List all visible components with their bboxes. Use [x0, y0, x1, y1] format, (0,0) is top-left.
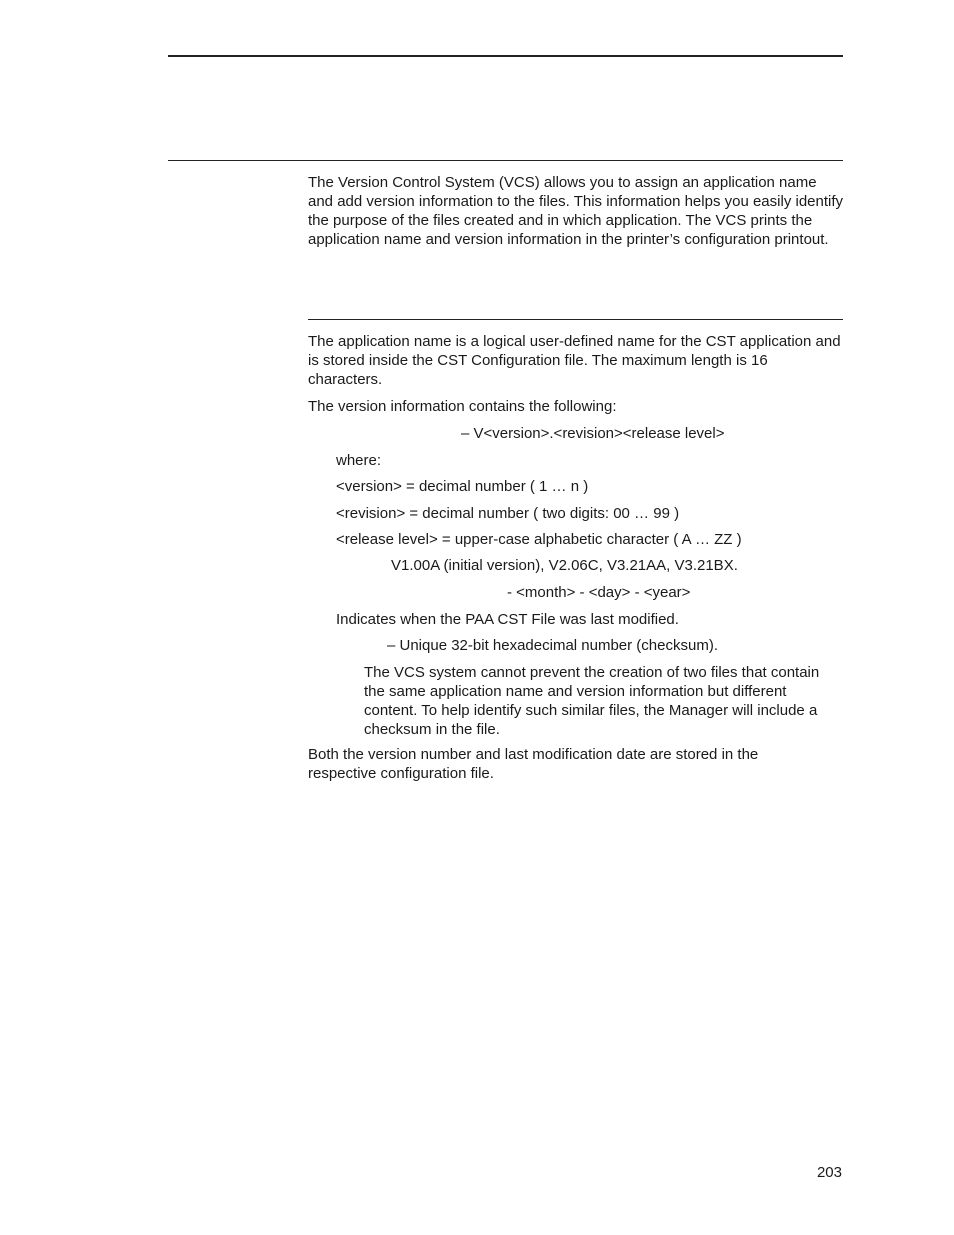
- intro-paragraph: The Version Control System (VCS) allows you to assign an application name and add version information to the files. This information helps you easily identify the purpose of the files created and in which application. The VCS prints the application name and version information in the printer’s configuration printout.: [308, 174, 844, 248]
- version-examples: V1.00A (initial version), V2.06C, V3.21AA, V3.21BX.: [391, 557, 738, 574]
- date-format: - <month> - <day> - <year>: [507, 584, 691, 601]
- closing-paragraph: Both the version number and last modification date are stored in the respective configuration file.: [308, 746, 759, 782]
- where-label: where:: [336, 452, 382, 469]
- revision-definition: <revision> = decimal number ( two digits: 00 … 99 ): [336, 505, 680, 522]
- checksum-note: The VCS system cannot prevent the creation of two files that contain the same application name and version information but different content. To help identify such similar files, the Manager will include a checksum in the file.: [364, 664, 820, 738]
- version-info-intro: The version information contains the following:: [308, 398, 617, 415]
- version-definition: <version> = decimal number ( 1 … n ): [336, 478, 589, 495]
- section-rule: [168, 160, 843, 161]
- app-name-paragraph: The application name is a logical user-defined name for the CST application and is stored inside the CST Configuration file. The maximum length is 16 characters.: [308, 333, 841, 388]
- header-rule: [168, 55, 843, 57]
- version-format: – V<version>.<revision><release level>: [461, 425, 725, 442]
- subsection-rule: [308, 319, 843, 320]
- page-number: 203: [816, 1164, 842, 1181]
- checksum-description: – Unique 32-bit hexadecimal number (checksum).: [387, 637, 718, 654]
- release-level-definition: <release level> = upper-case alphabetic character ( A … ZZ ): [336, 531, 742, 548]
- date-description: Indicates when the PAA CST File was last modified.: [336, 611, 679, 628]
